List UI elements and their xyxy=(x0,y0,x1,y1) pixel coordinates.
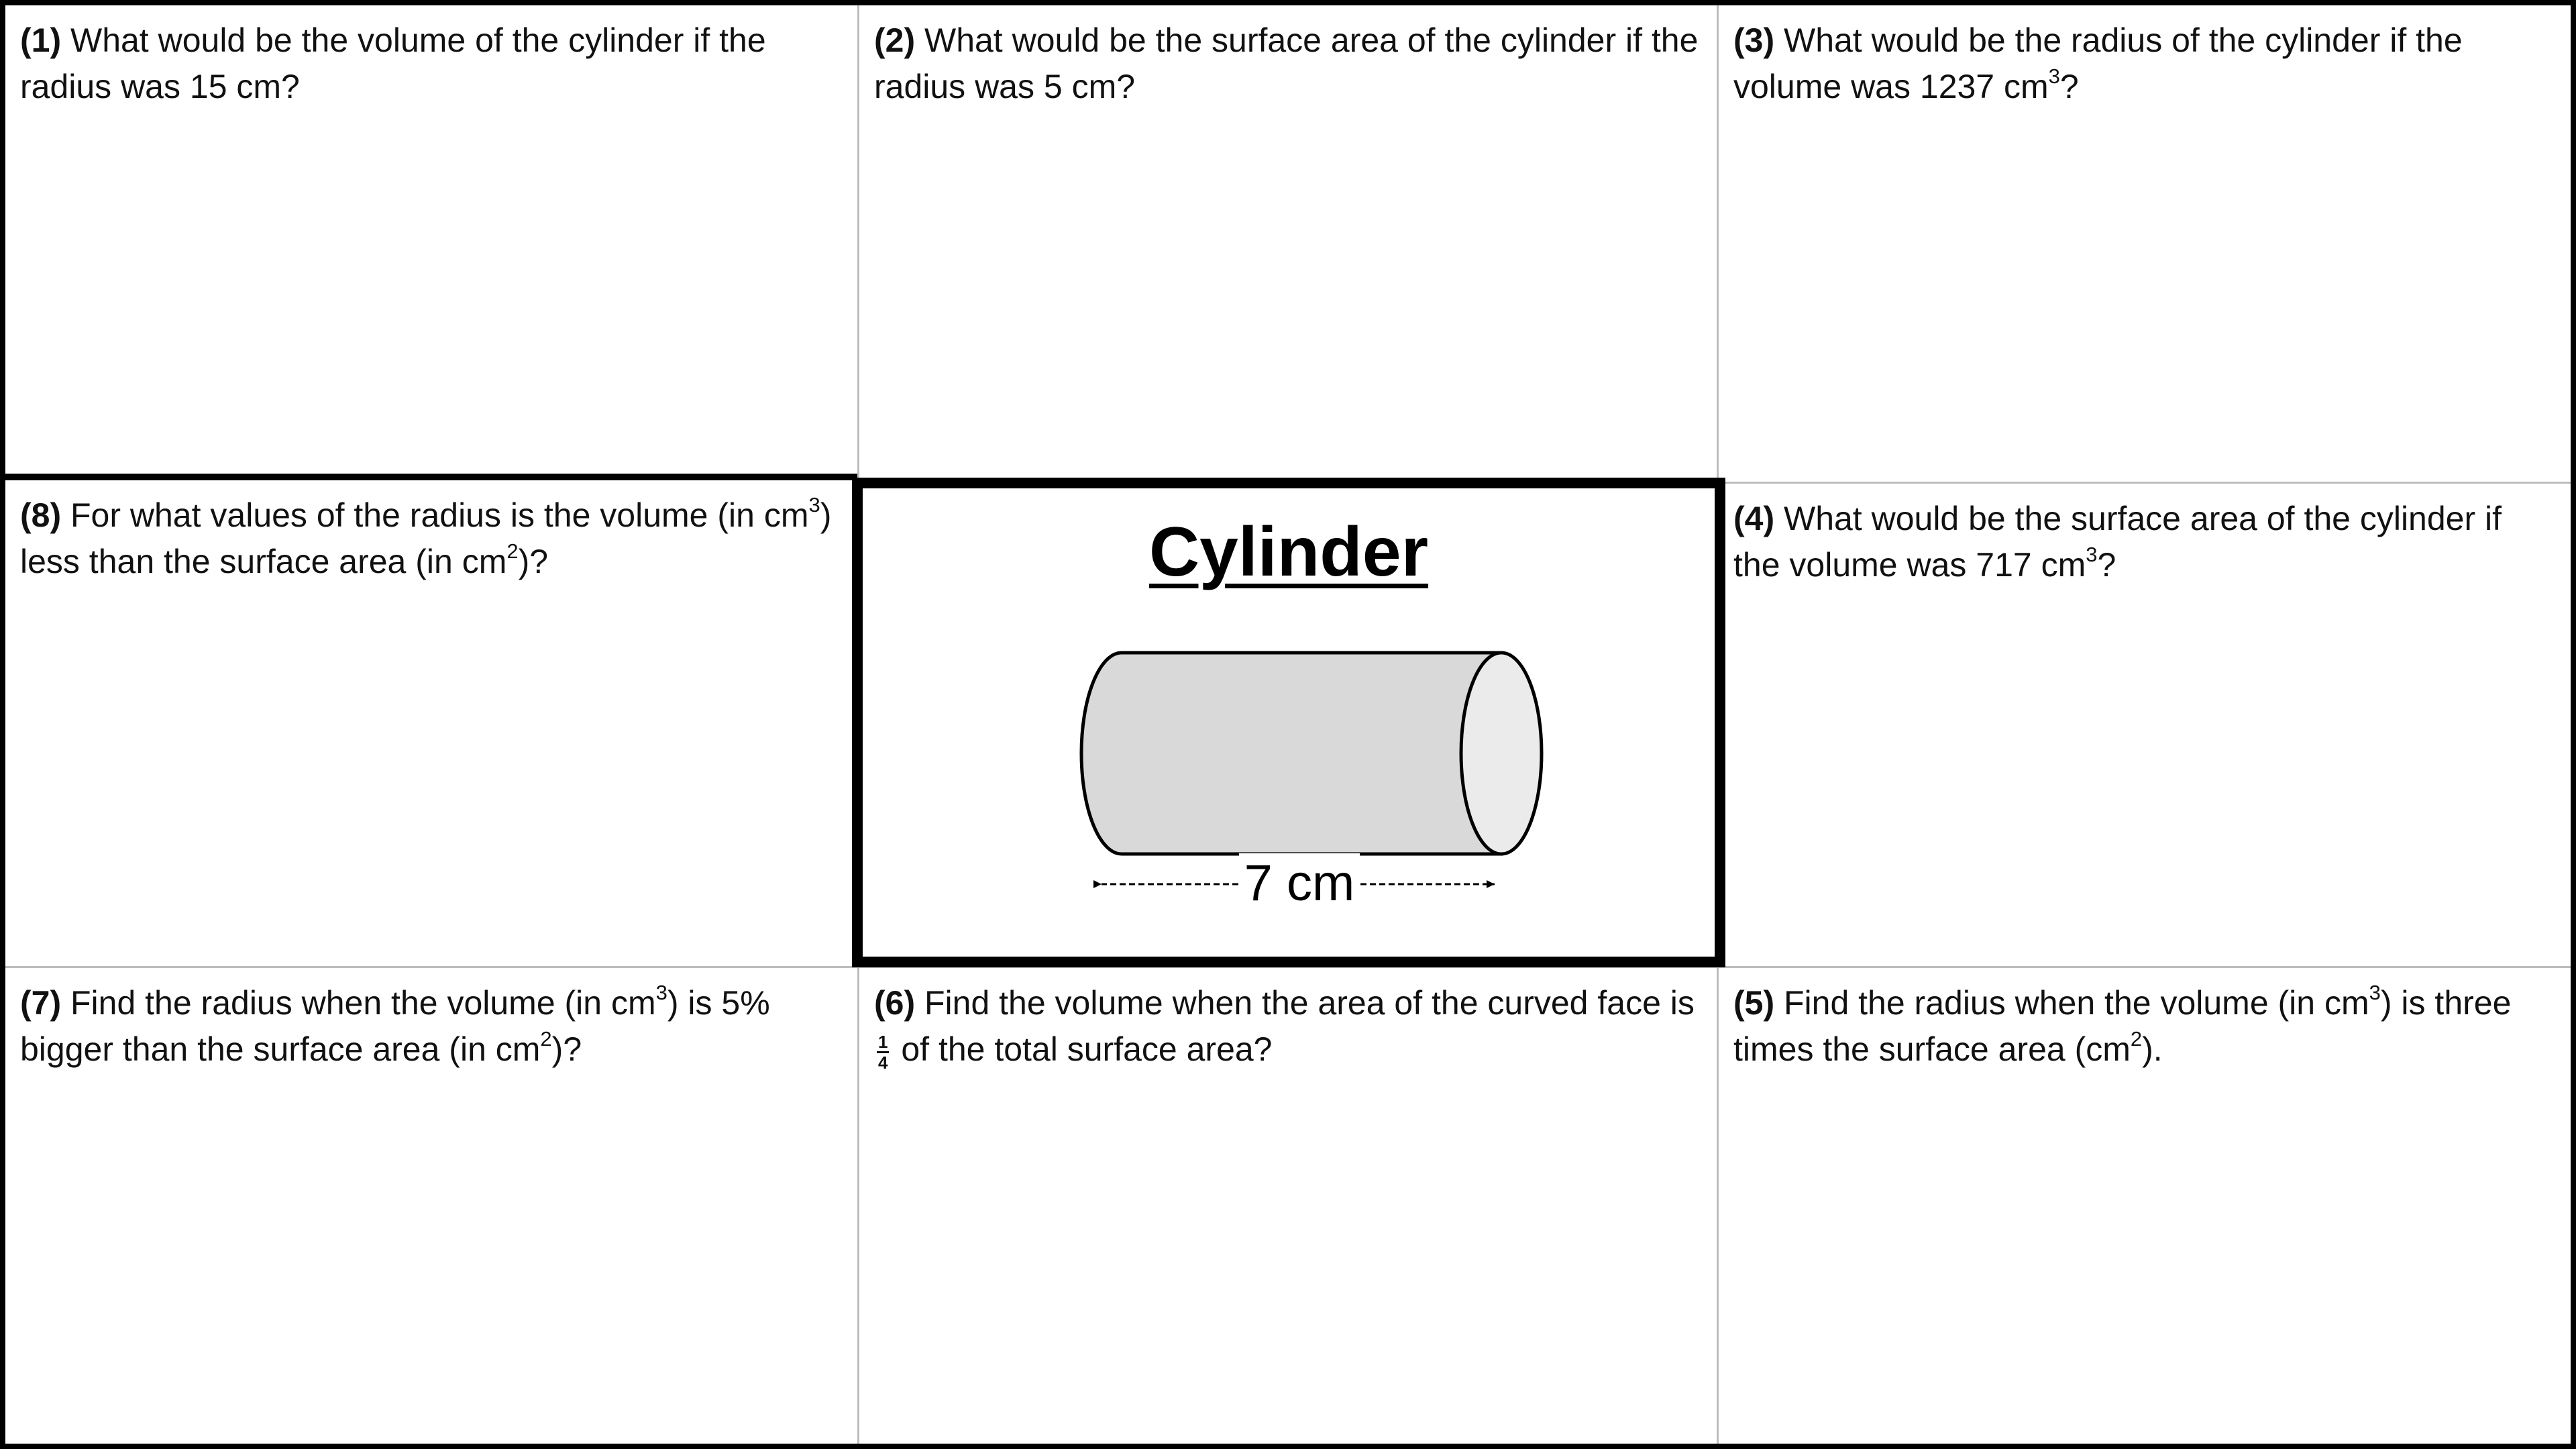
question-cell-8 xyxy=(5,480,852,966)
question-5 xyxy=(1719,968,2571,1073)
question-cell-2 xyxy=(859,5,1717,479)
question-number: (2) xyxy=(874,21,916,59)
question-6 xyxy=(859,968,1717,1073)
question-number: (3) xyxy=(1733,21,1775,59)
cylinder-diagram-box xyxy=(852,478,1725,967)
length-label: 7 cm xyxy=(1239,853,1360,914)
question-number: (6) xyxy=(874,984,916,1022)
superscript: 2 xyxy=(540,1027,552,1051)
question-number: (8) xyxy=(20,496,62,534)
thick-divider-top-left xyxy=(0,474,857,480)
superscript: 3 xyxy=(2369,981,2381,1004)
question-text-end: )? xyxy=(551,1030,582,1068)
superscript: 3 xyxy=(2048,64,2060,88)
question-8 xyxy=(5,480,852,585)
question-number: (5) xyxy=(1733,984,1775,1022)
question-number: (7) xyxy=(20,984,62,1022)
question-text: What would be the surface area of the cylinder if the volume was 717 cm xyxy=(1733,500,2502,584)
question-text-end: ). xyxy=(2142,1030,2163,1068)
superscript: 2 xyxy=(506,539,519,563)
question-text-middle: ) is three times the surface area (cm xyxy=(1733,984,2512,1068)
question-number: (1) xyxy=(20,21,62,59)
cylinder-end-cap xyxy=(1461,653,1542,854)
question-text: Find the radius when the volume (in cm xyxy=(1774,984,2369,1022)
question-cell-1 xyxy=(5,5,857,474)
question-cell-6 xyxy=(859,968,1717,1444)
question-number: (4) xyxy=(1733,500,1775,537)
question-text: What would be the radius of the cylinder if the volume was 1237 cm xyxy=(1733,21,2463,105)
question-text-middle: ) less than the surface area (in cm xyxy=(20,496,832,580)
fraction-denominator: 4 xyxy=(878,1053,888,1073)
question-4 xyxy=(1719,484,2571,588)
question-text: What would be the volume of the cylinder if the radius was 15 cm? xyxy=(20,21,766,105)
question-text-end: )? xyxy=(518,543,549,580)
question-cell-4 xyxy=(1719,484,2571,966)
question-7 xyxy=(5,968,857,1073)
question-text-middle: ) is 5% bigger than the surface area (in cm xyxy=(20,984,770,1068)
superscript: 2 xyxy=(2130,1027,2143,1051)
question-text-end: ? xyxy=(2097,546,2116,584)
question-text: What would be the surface area of the cylinder if the radius was 5 cm? xyxy=(874,21,1699,105)
superscript: 3 xyxy=(808,493,820,517)
question-text: Find the volume when the area of the curved face is xyxy=(915,984,1695,1022)
question-text-end: ? xyxy=(2059,68,2079,105)
diagram-title: Cylinder xyxy=(1148,513,1429,591)
question-3 xyxy=(1719,5,2571,110)
question-cell-3 xyxy=(1719,5,2571,482)
cylinder-body xyxy=(1081,653,1501,854)
question-text-end: of the total surface area? xyxy=(892,1030,1273,1068)
question-text: Find the radius when the volume (in cm xyxy=(61,984,656,1022)
superscript: 3 xyxy=(2086,543,2098,566)
question-1 xyxy=(5,5,857,110)
question-cell-7 xyxy=(5,968,857,1444)
question-2 xyxy=(859,5,1717,110)
superscript: 3 xyxy=(655,981,667,1004)
question-text: For what values of the radius is the volume (in cm xyxy=(61,496,809,534)
fraction-numerator: 1 xyxy=(878,1032,888,1052)
fraction xyxy=(877,1032,889,1072)
question-cell-5 xyxy=(1719,968,2571,1444)
